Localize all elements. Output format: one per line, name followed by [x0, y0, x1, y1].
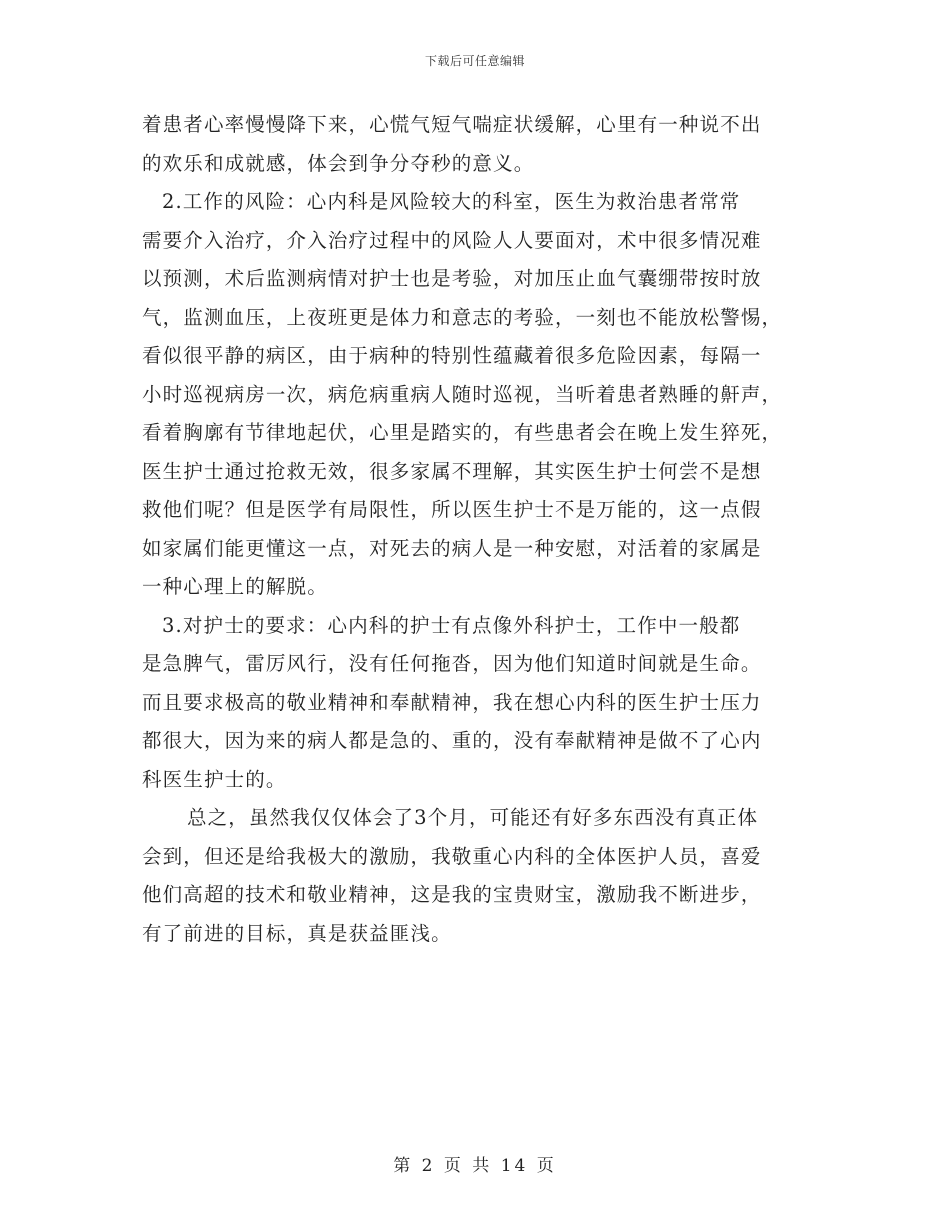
text-line: 他们高超的技术和敬业精神，这是我的宝贵财宝，激励我不断进步，: [142, 883, 762, 906]
text-line: 小时巡视病房一次，病危病重病人随时巡视，当听着患者熟睡的鼾声，: [142, 382, 783, 406]
text-line: 以预测，术后监测病情对护士也是考验，对加压止血气囊绷带按时放: [142, 267, 762, 290]
text-line: 看似很平静的病区，由于病种的特别性蕴藏着很多危险因素，每隔一: [142, 344, 762, 367]
text-line: 看着胸廓有节律地起伏，心里是踏实的，有些患者会在晚上发生猝死，: [142, 421, 783, 444]
text-line: 气，监测血压，上夜班更是体力和意志的考验，一刻也不能放松警惕，: [142, 305, 783, 329]
text-line: 科医生护士的。: [142, 767, 287, 791]
page-number: 第 2 页 共 14 页: [393, 1156, 557, 1176]
text-line: 是急脾气，雷厉风行，没有任何拖沓，因为他们知道时间就是生命。: [142, 652, 762, 675]
text-line: 的欢乐和成就感，体会到争分夺秒的意义。: [142, 151, 535, 175]
document-body: [142, 106, 802, 953]
text-line: 如家属们能更懂这一点，对死去的病人是一种安慰，对活着的家属是: [142, 536, 762, 560]
text-line: 一种心理上的解脱。: [142, 575, 328, 598]
paragraph-start-line: 2.工作的风险：心内科是风险较大的科室，医生为救治患者常常: [162, 190, 741, 213]
text-line: 救他们呢？但是医学有局限性，所以医生护士不是万能的，这一点假: [142, 498, 762, 521]
text-line: 有了前进的目标，真是获益匪浅。: [142, 921, 452, 945]
text-line: 需要介入治疗，介入治疗过程中的风险人人要面对，术中很多情况难: [142, 228, 762, 252]
text-line: 而且要求极高的敬业精神和奉献精神，我在想心内科的医生护士压力: [142, 690, 762, 714]
page-header: 下载后可任意编辑: [424, 54, 525, 68]
text-line: 会到，但还是给我极大的激励，我敬重心内科的全体医护人员，喜爱: [142, 844, 762, 868]
paragraph-start-line: 总之，虽然我仅仅体会了3个月，可能还有好多东西没有真正体: [187, 806, 759, 829]
text-line: 都很大，因为来的病人都是急的、重的，没有奉献精神是做不了心内: [142, 729, 762, 752]
paragraph-start-line: 3.对护士的要求：心内科的护士有点像外科护士，工作中一般都: [162, 613, 741, 637]
text-line: 着患者心率慢慢降下来，心慌气短气喘症状缓解，心里有一种说不出: [142, 113, 762, 136]
text-line: 医生护士通过抢救无效，很多家属不理解，其实医生护士何尝不是想: [142, 459, 762, 483]
